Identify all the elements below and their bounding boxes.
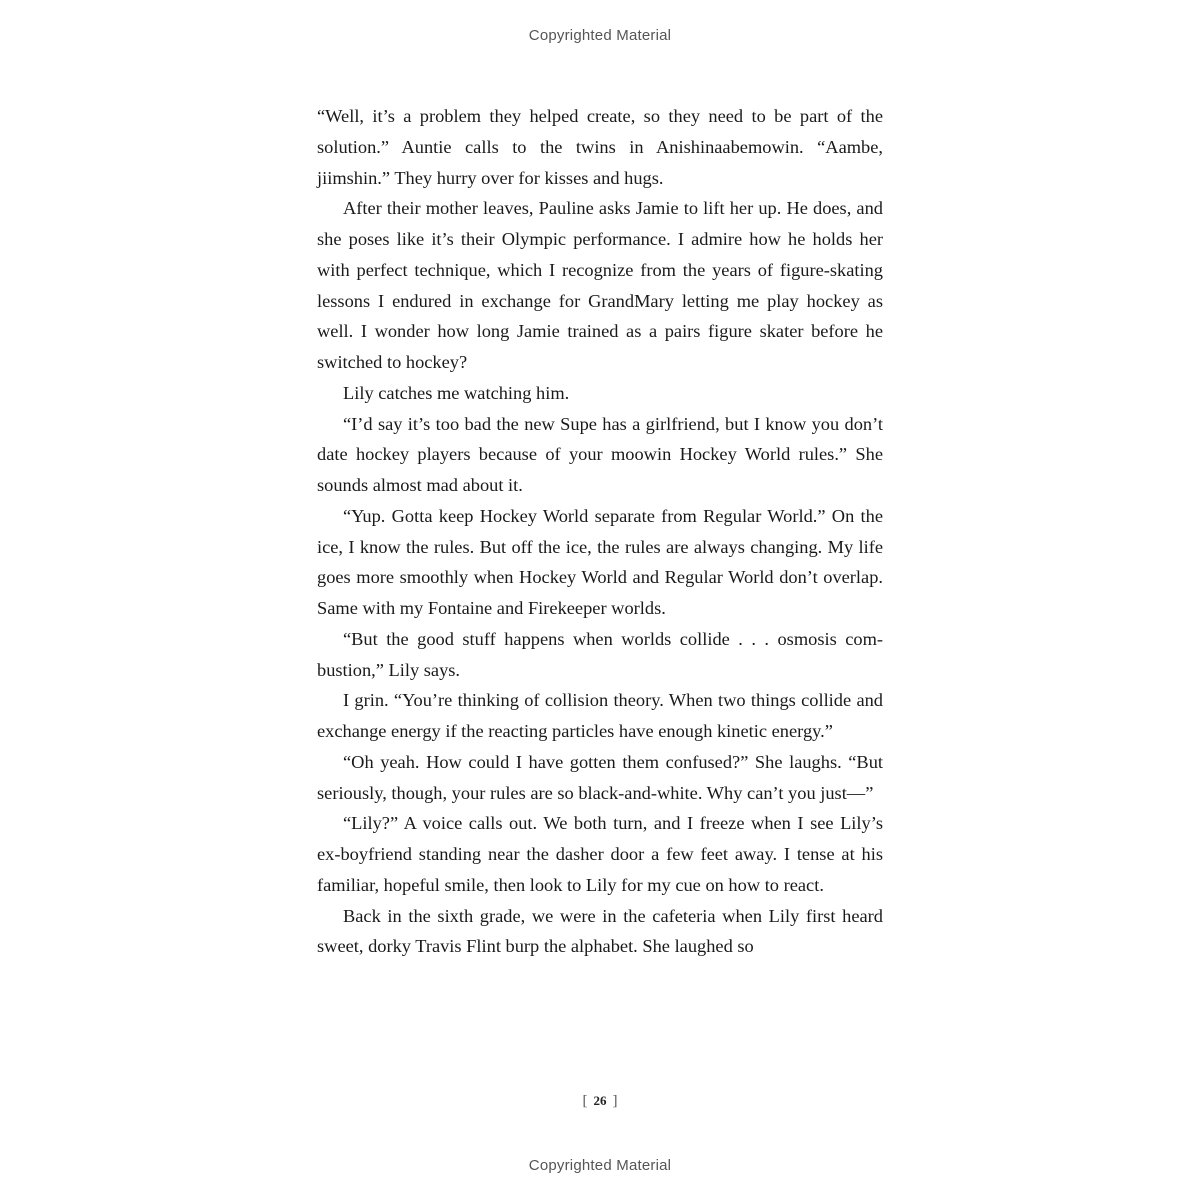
body-text <box>317 101 883 962</box>
paragraph: “But the good stuff happens when worlds collide . . . osmosis combustion,” Lily says. <box>317 628 883 680</box>
copyright-watermark-bottom: Copyrighted Material <box>528 1157 672 1174</box>
copyright-watermark-top: Copyrighted Material <box>528 27 672 44</box>
paragraph: I grin. “You’re thinking of collision theory. When two things collide and exchange energy if the reacting particles have enough kinetic energy.” <box>317 690 883 741</box>
paragraph: “Well, it’s a problem they helped create, so they need to be part of the solution.” Auntie calls to the twins in Anishinaabemowin. “Aambe, jiimshin.” They hurry over for kisses and hugs. <box>317 106 883 188</box>
paragraph: “Lily?” A voice calls out. We both turn, and I freeze when I see Lily’s ex-boyfriend standing near the dasher door a few feet away. I tense at his familiar, hopeful smile, then look to Lily for my cue on how to react. <box>317 813 883 895</box>
paragraph: “Oh yeah. How could I have gotten them confused?” She laughs. “But seriously, though, your rules are so black-and-white. Why can’t you just—” <box>317 751 883 803</box>
page-number-right-bracket: ] <box>612 1093 618 1109</box>
paragraph: After their mother leaves, Pauline asks Jamie to lift her up. He does, and she poses like it’s their Olympic performance. I admire how he holds her with perfect technique, which I recognize from the years of figure-skating lessons I endured in exchange for GrandMary letting me play hockey as well. I wonder how long Jamie trained as a pairs figure skater before he switched to hockey? <box>317 198 883 372</box>
paragraph: “I’d say it’s too bad the new Supe has a girlfriend, but I know you don’t date hockey players because of your moowin Hockey World rules.” She sounds almost mad about it. <box>317 413 883 495</box>
paragraph: Lily catches me watching him. <box>343 382 570 403</box>
page-number-left-bracket: [ <box>582 1093 588 1109</box>
paragraph: Back in the sixth grade, we were in the cafeteria when Lily first heard sweet, dorky Travis Flint burp the alphabet. She laughed so <box>317 905 883 957</box>
page-number <box>0 1093 1200 1110</box>
page-number-value: 26 <box>593 1093 607 1108</box>
paragraph: “Yup. Gotta keep Hockey World separate from Regular World.” On the ice, I know the rules. But off the ice, the rules are always changing. My life goes more smoothly when Hockey World and Regular World don’t overlap. Same with my Fontaine and Firekeeper worlds. <box>317 505 883 618</box>
